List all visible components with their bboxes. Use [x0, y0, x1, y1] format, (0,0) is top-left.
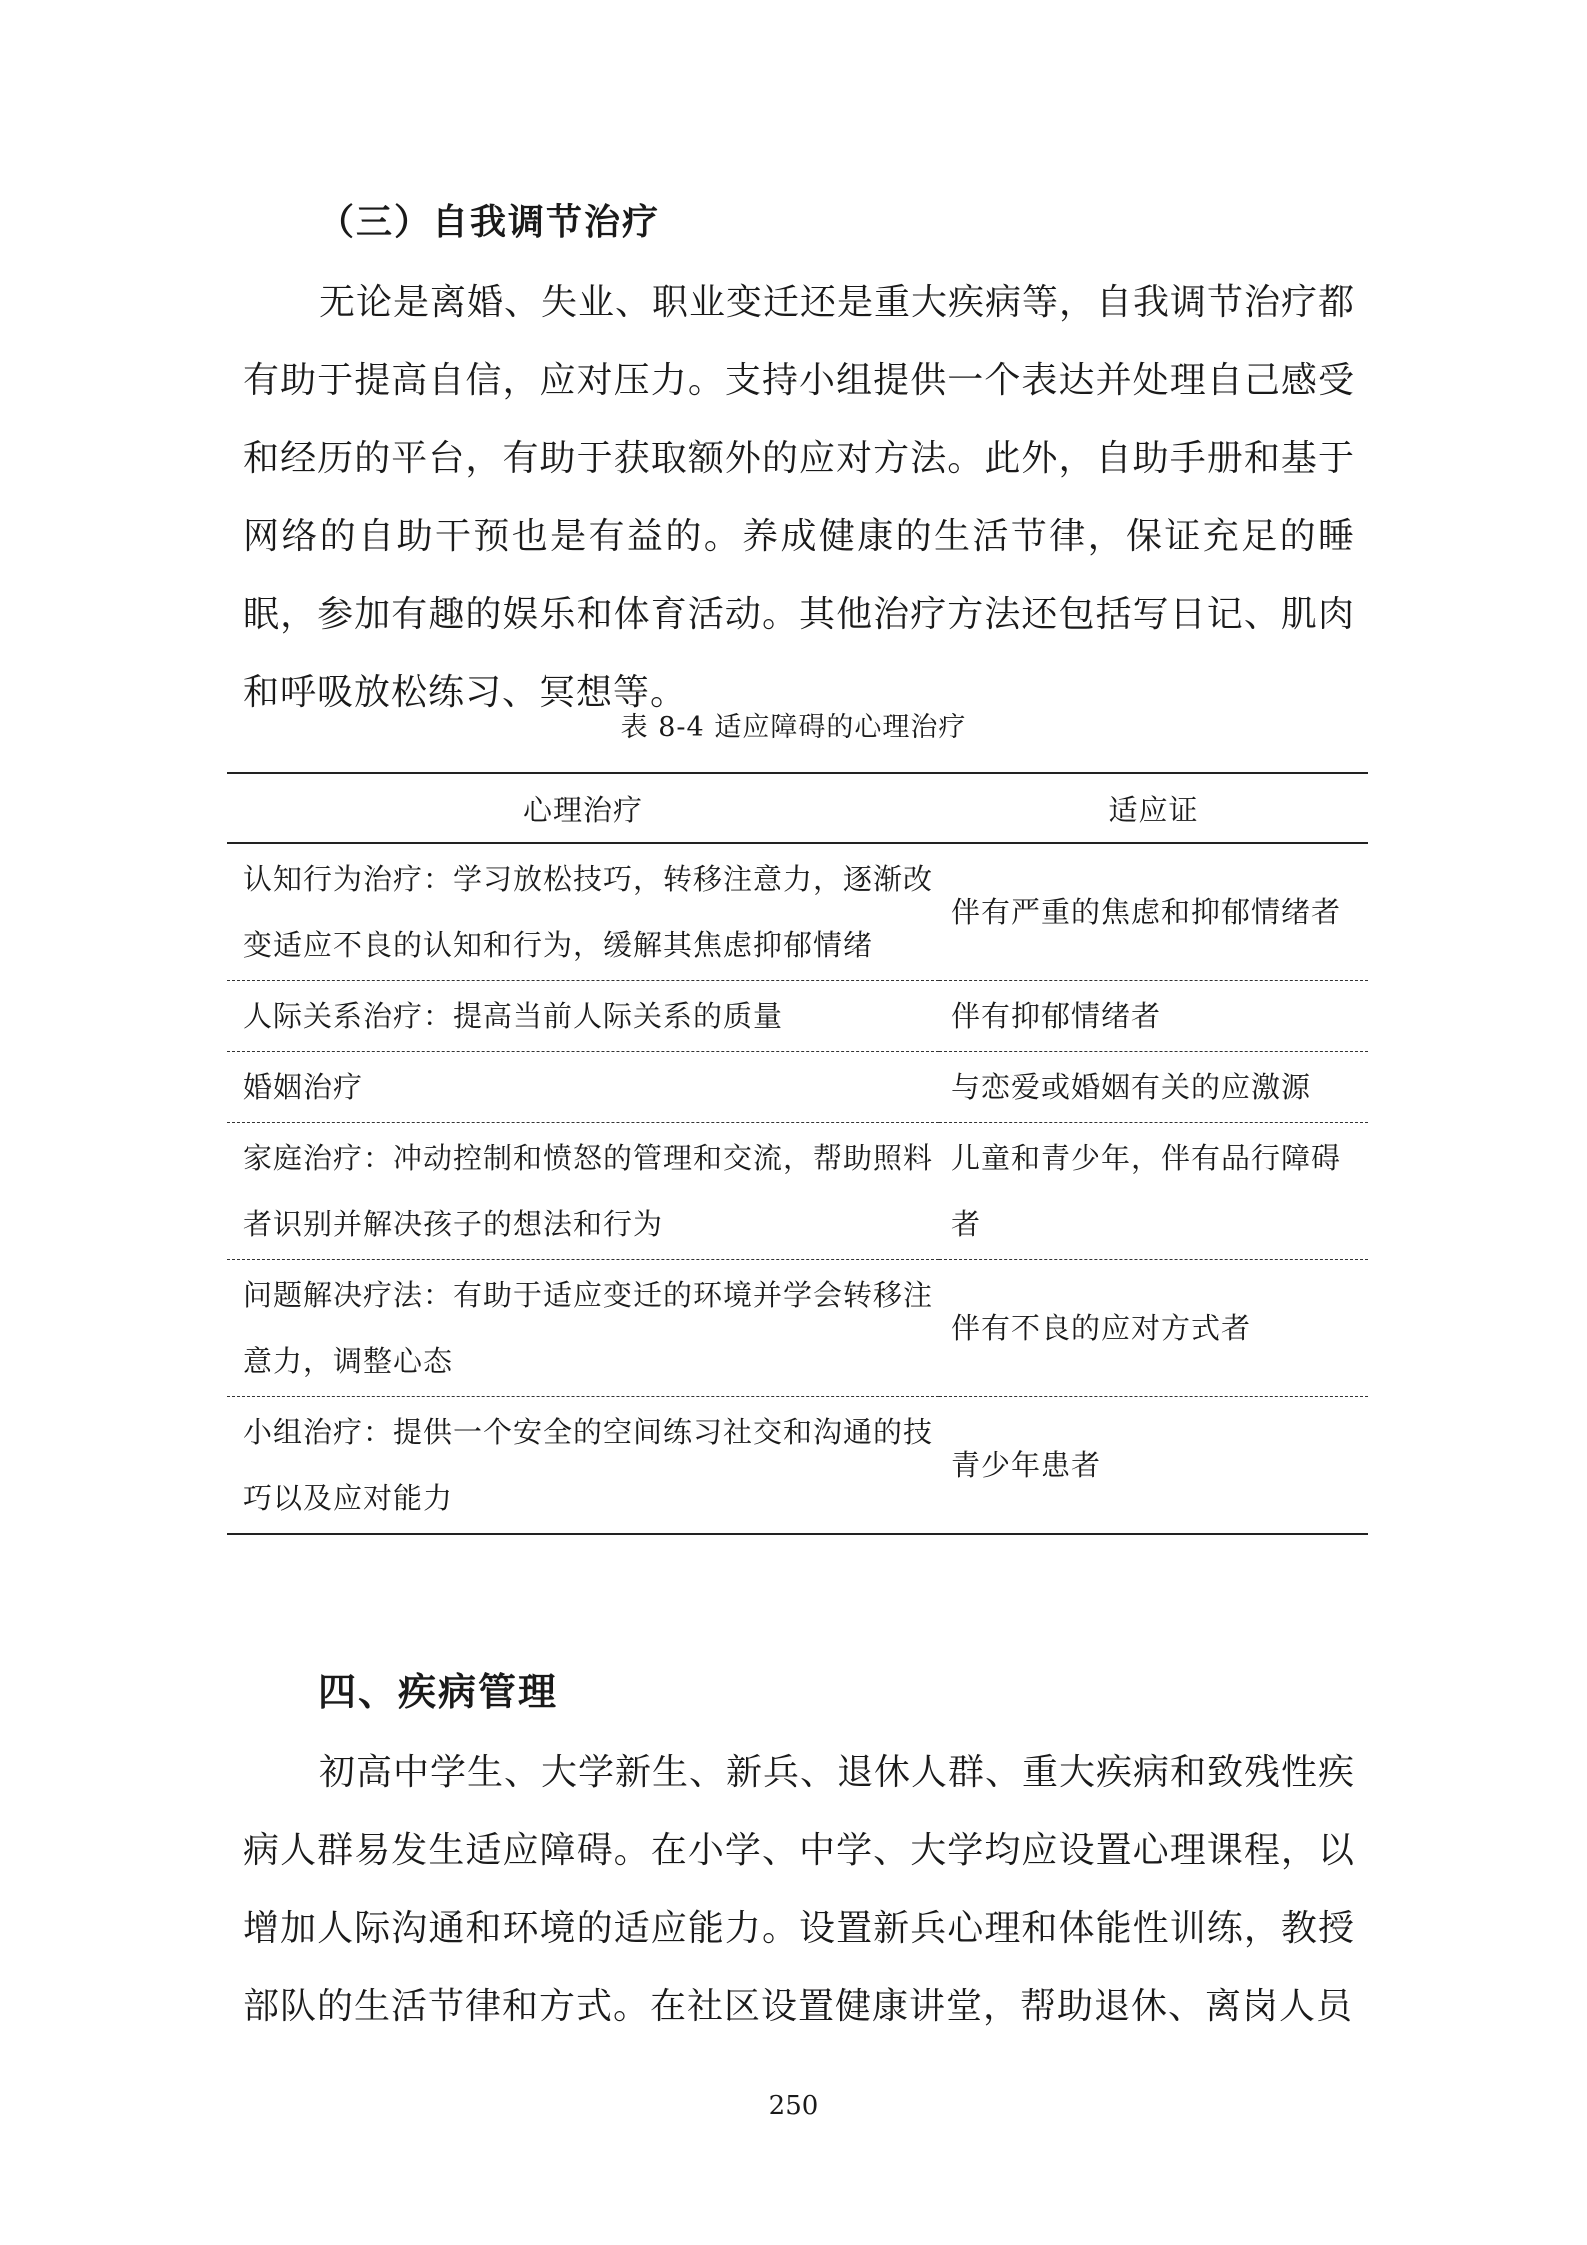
- indication-cell: 与恋爱或婚姻有关的应激源: [939, 1052, 1368, 1123]
- table-row: [227, 1052, 1368, 1123]
- disease-management-paragraph: 初高中学生、大学新生、新兵、退休人群、重大疾病和致残性疾病人群易发生适应障碍。在小学、中学、大学均应设置心理课程，以增加人际沟通和环境的适应能力。设置新兵心理和体能性训练，教授部队的生活节律和方式。在社区设置健康讲堂，帮助退休、离岗人员: [243, 1752, 1356, 2027]
- header-therapy: 心理治疗: [227, 773, 939, 843]
- self-regulation-paragraph: 无论是离婚、失业、职业变迁还是重大疾病等，自我调节治疗都有助于提高自信，应对压力。支持小组提供一个表达并处理自己感受和经历的平台，有助于获取额外的应对方法。此外，自助手册和基于网络的自助干预也是有益的。养成健康的生活节律，保证充足的睡眠，参加有趣的娱乐和体育活动。其他治疗方法还包括写日记、肌肉和呼吸放松练习、冥想等。: [243, 282, 1356, 713]
- psychotherapy-table: [227, 772, 1368, 1535]
- table-row: [227, 1397, 1368, 1535]
- section-heading: 四、疾病管理: [318, 1670, 559, 1714]
- header-indication: 适应证: [939, 773, 1368, 843]
- subsection-heading: （三）自我调节治疗: [318, 201, 661, 243]
- therapy-cell: 问题解决疗法：有助于适应变迁的环境并学会转移注意力，调整心态: [227, 1260, 939, 1397]
- indication-cell: 伴有抑郁情绪者: [939, 981, 1368, 1052]
- therapy-cell: 人际关系治疗：提高当前人际关系的质量: [227, 981, 939, 1052]
- therapy-cell: 认知行为治疗：学习放松技巧，转移注意力，逐渐改变适应不良的认知和行为，缓解其焦虑抑郁情绪: [227, 843, 939, 981]
- table-row: [227, 981, 1368, 1052]
- table-row: [227, 843, 1368, 981]
- therapy-cell: 小组治疗：提供一个安全的空间练习社交和沟通的技巧以及应对能力: [227, 1397, 939, 1535]
- table-header-row: [227, 773, 1368, 843]
- indication-cell: 伴有不良的应对方式者: [939, 1260, 1368, 1397]
- therapy-cell: 家庭治疗：冲动控制和愤怒的管理和交流，帮助照料者识别并解决孩子的想法和行为: [227, 1123, 939, 1260]
- table-row: [227, 1260, 1368, 1397]
- indication-cell: 儿童和青少年，伴有品行障碍者: [939, 1123, 1368, 1260]
- indication-cell: 青少年患者: [939, 1397, 1368, 1535]
- table-row: [227, 1123, 1368, 1260]
- page-number: 250: [768, 2091, 819, 2121]
- indication-cell: 伴有严重的焦虑和抑郁情绪者: [939, 843, 1368, 981]
- therapy-cell: 婚姻治疗: [227, 1052, 939, 1123]
- table-caption: 表 8-4 适应障碍的心理治疗: [620, 712, 967, 743]
